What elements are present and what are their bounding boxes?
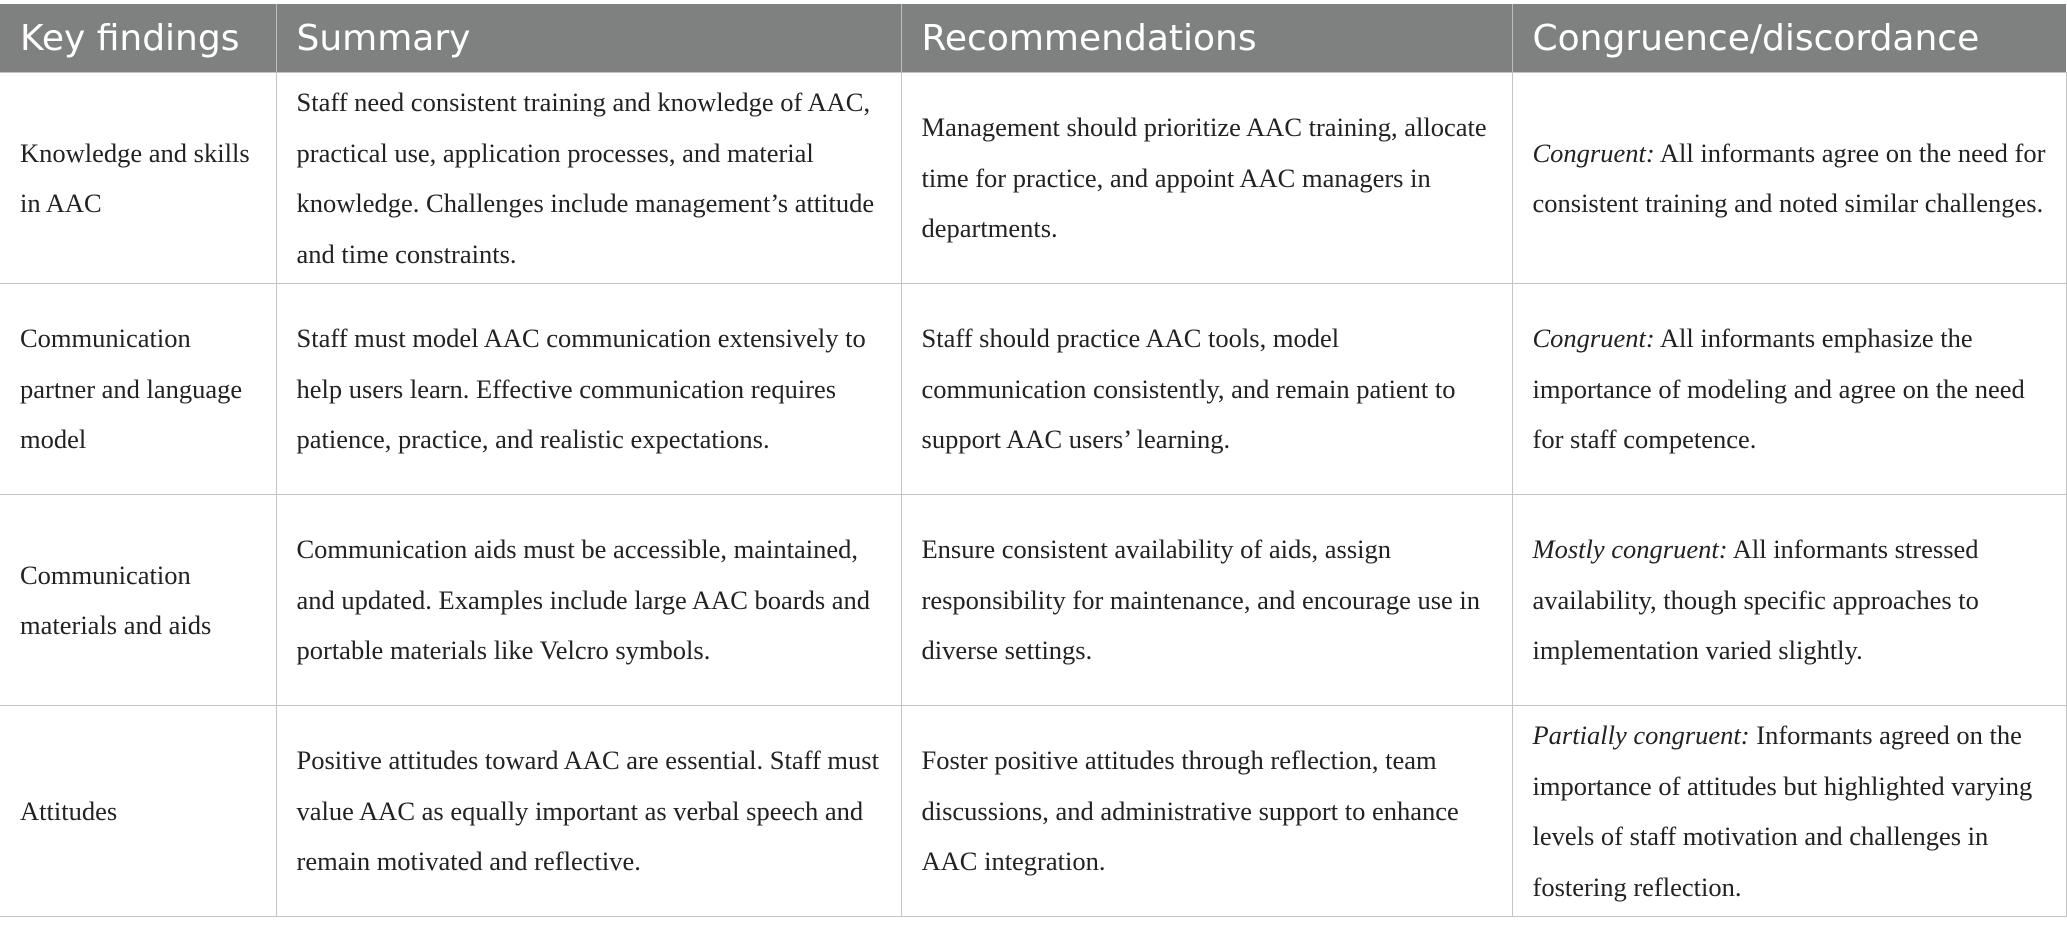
congruence-text: All informants emphasize the importance of modeling and agree on the need for staff competence. <box>1532 323 2025 455</box>
cell-key-finding: Communication materials and aids <box>0 495 276 706</box>
cell-key-finding: Communication partner and language model <box>0 284 276 495</box>
cell-congruence <box>1512 706 2066 917</box>
table-row <box>0 706 2066 917</box>
cell-congruence <box>1512 284 2066 495</box>
findings-table <box>0 4 2067 917</box>
cell-summary: Staff need consistent training and knowledge of AAC, practical use, application processes, and material knowledge. Challenges include management’s attitude and time constraints. <box>276 73 901 284</box>
cell-key-finding: Knowledge and skills in AAC <box>0 73 276 284</box>
congruence-label: Partially congruent: <box>1532 720 1750 750</box>
cell-summary: Communication aids must be accessible, maintained, and updated. Examples include large AAC boards and portable materials like Velcro symbols. <box>276 495 901 706</box>
cell-summary: Staff must model AAC communication extensively to help users learn. Effective communication requires patience, practice, and realistic expectations. <box>276 284 901 495</box>
table-body <box>0 73 2066 917</box>
congruence-label: Mostly congruent: <box>1532 534 1728 565</box>
congruence-label: Congruent: <box>1532 137 1655 168</box>
table-row <box>0 495 2066 706</box>
header-recommendations: Recommendations <box>901 4 1512 73</box>
table-header <box>0 4 2066 73</box>
congruence-label: Congruent: <box>1532 323 1655 354</box>
cell-summary: Positive attitudes toward AAC are essential. Staff must value AAC as equally important as verbal speech and remain motivated and reflective. <box>276 706 901 917</box>
header-key-findings: Key findings <box>0 4 276 73</box>
cell-key-finding: Attitudes <box>0 706 276 917</box>
header-row <box>0 4 2066 73</box>
congruence-text: Informants agreed on the importance of attitudes but highlighted varying levels of staff motivation and challenges in fostering reflection. <box>1532 720 2033 902</box>
cell-recommendation: Foster positive attitudes through reflection, team discussions, and administrative support to enhance AAC integration. <box>901 706 1512 917</box>
congruence-text: All informants agree on the need for consistent training and noted similar challenges. <box>1532 137 2046 218</box>
table-row <box>0 284 2066 495</box>
congruence-text: All informants stressed availability, though specific approaches to implementation varied slightly. <box>1532 534 1979 666</box>
header-congruence: Congruence/discordance <box>1512 4 2066 73</box>
header-summary: Summary <box>276 4 901 73</box>
cell-recommendation: Staff should practice AAC tools, model communication consistently, and remain patient to support AAC users’ learning. <box>901 284 1512 495</box>
table-row <box>0 73 2066 284</box>
cell-recommendation: Ensure consistent availability of aids, assign responsibility for maintenance, and encourage use in diverse settings. <box>901 495 1512 706</box>
cell-recommendation: Management should prioritize AAC training, allocate time for practice, and appoint AAC managers in departments. <box>901 73 1512 284</box>
cell-congruence <box>1512 495 2066 706</box>
cell-congruence <box>1512 73 2066 284</box>
